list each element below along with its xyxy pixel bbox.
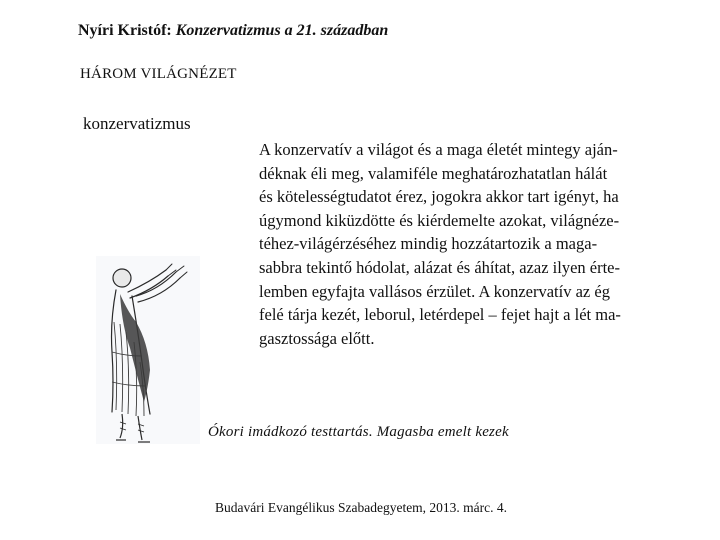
paragraph-line: A konzervatív a világot és a maga életét mintegy aján- xyxy=(259,140,618,159)
section-title: HÁROM VILÁGNÉZET xyxy=(80,66,237,82)
header-title: Konzervatizmus a 21. században xyxy=(175,22,389,39)
paragraph-line: déknak éli meg, valamiféle meghatározhatatlan hálát xyxy=(259,163,608,183)
paragraph-line: gasztossága előtt. xyxy=(259,328,375,348)
paragraph-line: lemben egyfajta vallásos érzület. A konzervatív az ég xyxy=(259,281,610,301)
paragraph-line: úgymond kiküzdötte és kiérdemelte azokat, világnéze- xyxy=(259,210,620,230)
header-author: Nyíri Kristóf: xyxy=(78,22,172,39)
footer-text: Budavári Evangélikus Szabadegyetem, 2013. márc. 4. xyxy=(215,500,508,515)
paragraph-line: sabbra tekintő hódolat, alázat és áhítat, azaz ilyen érte- xyxy=(259,257,620,277)
paragraph-line: téhez-világérzéséhez mindig hozzátartozik a maga- xyxy=(259,234,598,254)
paragraph-line: felé tárja kezét, leborul, letérdepel – fejet hajt a lét ma- xyxy=(259,305,621,325)
praying-figure-illustration xyxy=(92,252,204,448)
paragraph-line: és kötelességtudatot érez, jogokra akkor tart igényt, ha xyxy=(259,187,619,207)
document-header xyxy=(78,22,388,40)
topic-heading: konzervatizmus xyxy=(83,114,191,133)
figure-caption: Ókori imádkozó testtartás. Magasba emelt kezek xyxy=(208,424,509,440)
body-paragraph xyxy=(259,138,709,350)
